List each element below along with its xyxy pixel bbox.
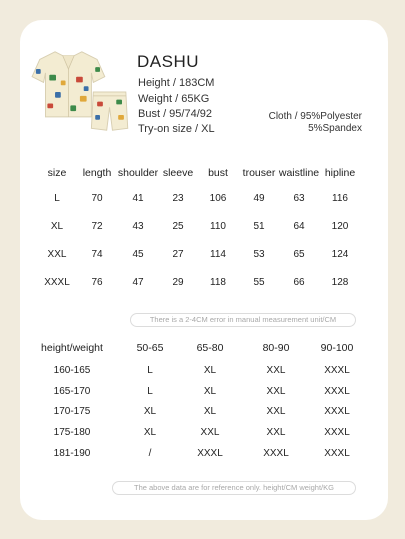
hw-table-cell: XXL bbox=[200, 427, 220, 438]
model-weight: Weight / 65KG bbox=[138, 93, 210, 105]
size-table-header: trouser bbox=[242, 167, 276, 179]
size-table-header: size bbox=[47, 167, 67, 179]
size-table-cell: 47 bbox=[132, 277, 144, 288]
hw-table-cell: XXXL bbox=[324, 406, 350, 417]
model-height: Height / 183CM bbox=[138, 77, 215, 89]
hw-table-header: 90-100 bbox=[320, 342, 354, 354]
measurement-error-note: There is a 2-4CM error in manual measurement unit/CM bbox=[130, 313, 356, 327]
hw-table-header: 65-80 bbox=[196, 342, 224, 354]
cloth-line-1: Cloth / 95%Polyester bbox=[268, 111, 362, 122]
size-table-cell: XXL bbox=[47, 249, 67, 260]
hw-table-header: height/weight bbox=[41, 342, 103, 354]
pajama-set-image bbox=[24, 48, 132, 136]
size-table-cell: 120 bbox=[331, 221, 349, 232]
hw-table-cell: XL bbox=[203, 386, 217, 397]
size-table-cell: 27 bbox=[172, 249, 184, 260]
size-table-cell: 128 bbox=[331, 277, 349, 288]
hw-table-header: 80-90 bbox=[262, 342, 290, 354]
hw-table-cell: XL bbox=[203, 365, 217, 376]
hw-table-cell: 181-190 bbox=[53, 448, 91, 459]
cloth-line-2: 5%Spandex bbox=[308, 123, 362, 134]
hw-table-cell: XXL bbox=[266, 406, 286, 417]
hw-table-cell: XXXL bbox=[324, 427, 350, 438]
size-table-cell: 64 bbox=[293, 221, 305, 232]
size-table-cell: 29 bbox=[172, 277, 184, 288]
size-table-cell: XXXL bbox=[44, 277, 70, 288]
hw-table-cell: 175-180 bbox=[53, 427, 91, 438]
size-table-cell: 114 bbox=[210, 249, 226, 260]
hw-table-cell: L bbox=[147, 386, 153, 397]
hw-table-cell: XL bbox=[143, 427, 157, 438]
size-table-cell: 63 bbox=[293, 193, 305, 204]
size-table-cell: 23 bbox=[172, 193, 184, 204]
size-table-header: hipline bbox=[324, 167, 356, 179]
hw-table-cell: XXXL bbox=[324, 365, 350, 376]
hw-table-cell: XXXL bbox=[324, 386, 350, 397]
size-table-cell: 49 bbox=[253, 193, 265, 204]
size-table-header: length bbox=[82, 167, 112, 179]
size-table-cell: 74 bbox=[91, 249, 103, 260]
hw-table-cell: XXL bbox=[266, 365, 286, 376]
reference-note: The above data are for reference only. height/CM weight/KG bbox=[112, 481, 356, 495]
size-table-cell: 51 bbox=[253, 221, 265, 232]
hw-table-cell: XXXL bbox=[197, 448, 223, 459]
size-table-cell: 124 bbox=[331, 249, 349, 260]
size-table-cell: 25 bbox=[172, 221, 184, 232]
hw-table-cell: XL bbox=[203, 406, 217, 417]
hw-table-cell: 160-165 bbox=[53, 365, 91, 376]
hw-table-cell: XL bbox=[143, 406, 157, 417]
hw-table-cell: 170-175 bbox=[53, 406, 91, 417]
size-table-cell: 66 bbox=[293, 277, 305, 288]
size-table-cell: 106 bbox=[209, 193, 227, 204]
hw-table-cell: L bbox=[147, 365, 153, 376]
hw-table-cell: / bbox=[148, 448, 152, 459]
hw-table-cell: XXL bbox=[266, 427, 286, 438]
size-table-cell: 72 bbox=[91, 221, 103, 232]
size-table-cell: 118 bbox=[210, 277, 226, 288]
size-table-cell: 110 bbox=[210, 221, 226, 232]
size-table-cell: 116 bbox=[332, 193, 348, 204]
size-table-cell: 76 bbox=[91, 277, 103, 288]
size-table-cell: 65 bbox=[293, 249, 305, 260]
size-table-header: bust bbox=[208, 167, 228, 179]
size-table-cell: 43 bbox=[132, 221, 144, 232]
size-table-header: shoulder bbox=[117, 167, 159, 179]
size-table-cell: 55 bbox=[253, 277, 265, 288]
hw-table-cell: XXXL bbox=[263, 448, 289, 459]
hw-table-header: 50-65 bbox=[136, 342, 164, 354]
hw-table-cell: XXXL bbox=[324, 448, 350, 459]
model-tryon-size: Try-on size / XL bbox=[138, 123, 215, 135]
size-table-header: sleeve bbox=[162, 167, 194, 179]
size-table-cell: XL bbox=[50, 221, 64, 232]
size-table-cell: 41 bbox=[132, 193, 144, 204]
hw-table-cell: XXL bbox=[266, 386, 286, 397]
size-table-cell: L bbox=[54, 193, 60, 204]
size-table-cell: 53 bbox=[253, 249, 265, 260]
model-name: DASHU bbox=[137, 52, 200, 71]
model-bust: Bust / 95/74/92 bbox=[138, 108, 212, 120]
size-table-cell: 45 bbox=[132, 249, 144, 260]
cloth-composition bbox=[269, 111, 362, 135]
hw-table-cell: 165-170 bbox=[53, 386, 91, 397]
size-table-cell: 70 bbox=[91, 193, 103, 204]
size-table-header: waistline bbox=[278, 167, 320, 179]
